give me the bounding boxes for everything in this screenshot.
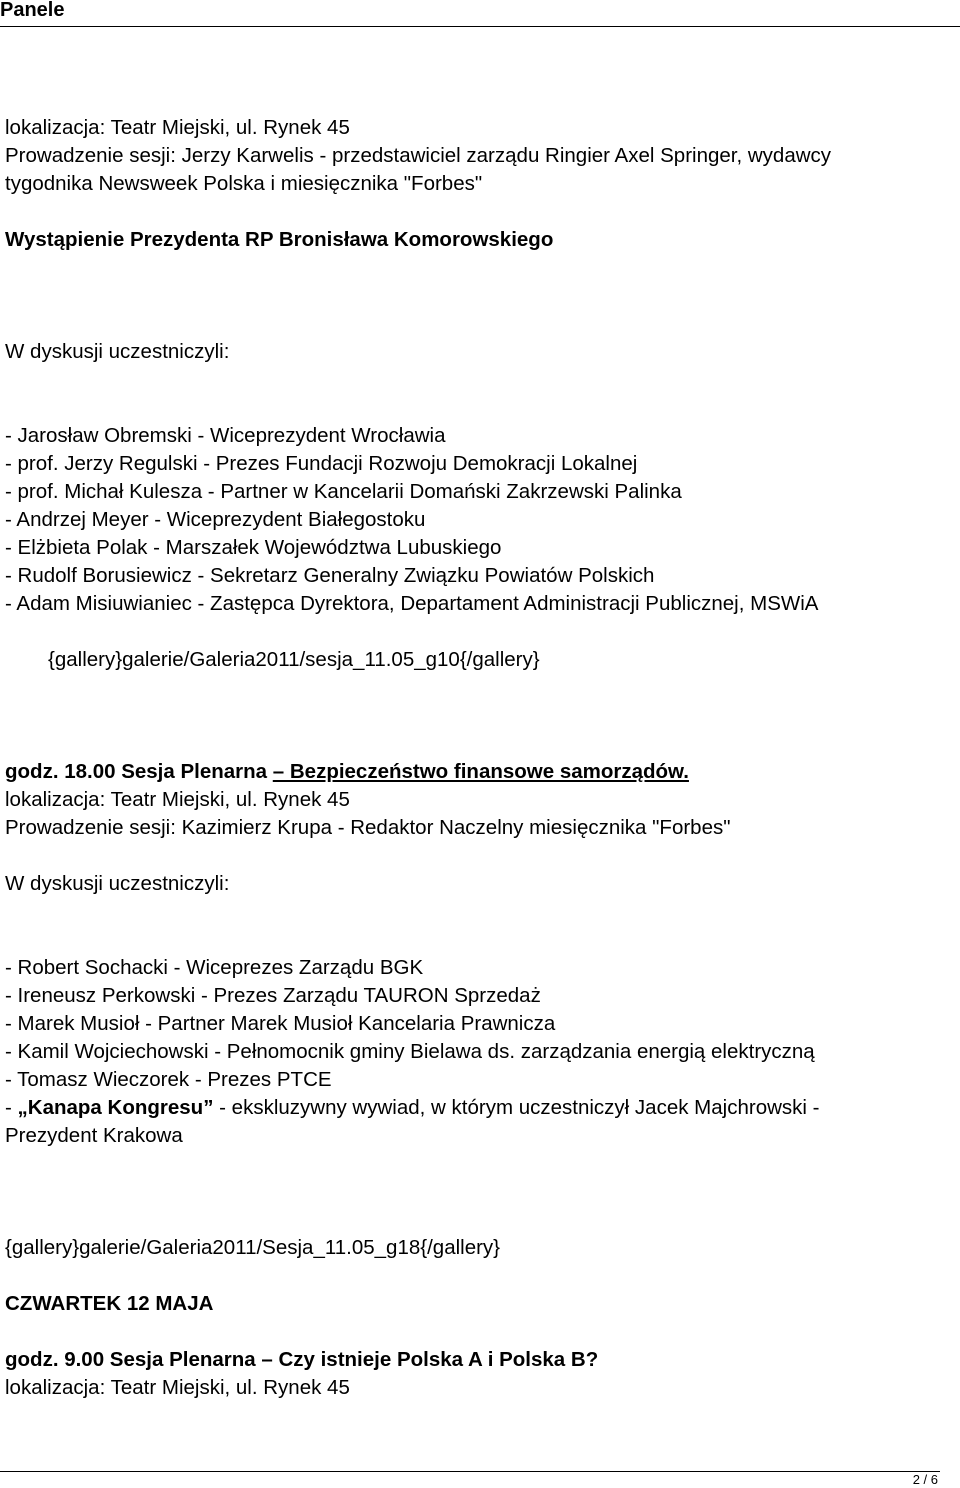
header-divider bbox=[0, 26, 960, 27]
footer-divider bbox=[0, 1471, 940, 1472]
list-item: - Rudolf Borusiewicz - Sekretarz Generalny Związku Powiatów Polskich bbox=[5, 564, 655, 587]
list-item: - Marek Musioł - Partner Marek Musioł Kancelaria Prawnicza bbox=[5, 1012, 556, 1035]
list-item: - prof. Michał Kulesza - Partner w Kancelarii Domański Zakrzewski Palinka bbox=[5, 480, 682, 503]
gallery-code-2: {gallery}galerie/Galeria2011/Sesja_11.05_g18{/gallery} bbox=[5, 1236, 501, 1259]
president-speech-heading: Wystąpienie Prezydenta RP Bronisława Komorowskiego bbox=[5, 228, 554, 251]
kanapa-item-line-2: Prezydent Krakowa bbox=[5, 1124, 183, 1147]
session-topic: – Bezpieczeństwo finansowe samorządów. bbox=[272, 760, 689, 783]
kanapa-description: - ekskluzywny wywiad, w którym uczestniczył Jacek Majchrowski - bbox=[213, 1096, 820, 1119]
participants-label: W dyskusji uczestniczyli: bbox=[5, 340, 230, 363]
kanapa-kongresu-label: „Kanapa Kongresu” bbox=[17, 1096, 214, 1119]
list-item: - Adam Misiuwianiec - Zastępca Dyrektora, Departament Administracji Publicznej, MSWiA bbox=[5, 592, 819, 615]
session-heading-3: godz. 9.00 Sesja Plenarna – Czy istnieje Polska A i Polska B? bbox=[5, 1348, 599, 1371]
session-moderator-line-1: Prowadzenie sesji: Jerzy Karwelis - przedstawiciel zarządu Ringier Axel Springer, wydawcy bbox=[5, 144, 832, 167]
session-location: lokalizacja: Teatr Miejski, ul. Rynek 45 bbox=[5, 116, 350, 139]
session-location-3: lokalizacja: Teatr Miejski, ul. Rynek 45 bbox=[5, 1376, 350, 1399]
list-item: - Andrzej Meyer - Wiceprezydent Białegostoku bbox=[5, 508, 426, 531]
list-dash: - bbox=[5, 1096, 18, 1119]
page-number: 2 / 6 bbox=[912, 1472, 938, 1487]
list-item: - Robert Sochacki - Wiceprezes Zarządu BGK bbox=[5, 956, 424, 979]
session-time: godz. 18.00 Sesja Plenarna bbox=[5, 760, 273, 783]
participants-label-2: W dyskusji uczestniczyli: bbox=[5, 872, 230, 895]
list-item: - Tomasz Wieczorek - Prezes PTCE bbox=[5, 1068, 332, 1091]
session-moderator-2: Prowadzenie sesji: Kazimierz Krupa - Redaktor Naczelny miesięcznika "Forbes" bbox=[5, 816, 731, 839]
session-heading-2 bbox=[5, 758, 689, 786]
day-heading: CZWARTEK 12 MAJA bbox=[5, 1292, 214, 1315]
list-item: - Ireneusz Perkowski - Prezes Zarządu TAURON Sprzedaż bbox=[5, 984, 541, 1007]
session-location-2: lokalizacja: Teatr Miejski, ul. Rynek 45 bbox=[5, 788, 350, 811]
list-item: - Kamil Wojciechowski - Pełnomocnik gminy Bielawa ds. zarządzania energią elektryczną bbox=[5, 1040, 815, 1063]
gallery-code-1: {gallery}galerie/Galeria2011/sesja_11.05_g10{/gallery} bbox=[48, 648, 540, 671]
list-item: - Jarosław Obremski - Wiceprezydent Wrocławia bbox=[5, 424, 446, 447]
list-item: - Elżbieta Polak - Marszałek Województwa Lubuskiego bbox=[5, 536, 502, 559]
list-item: - prof. Jerzy Regulski - Prezes Fundacji Rozwoju Demokracji Lokalnej bbox=[5, 452, 638, 475]
session-moderator-line-2: tygodnika Newsweek Polska i miesięcznika "Forbes" bbox=[5, 172, 483, 195]
page-header-title: Panele bbox=[0, 0, 65, 21]
kanapa-item bbox=[5, 1094, 819, 1122]
